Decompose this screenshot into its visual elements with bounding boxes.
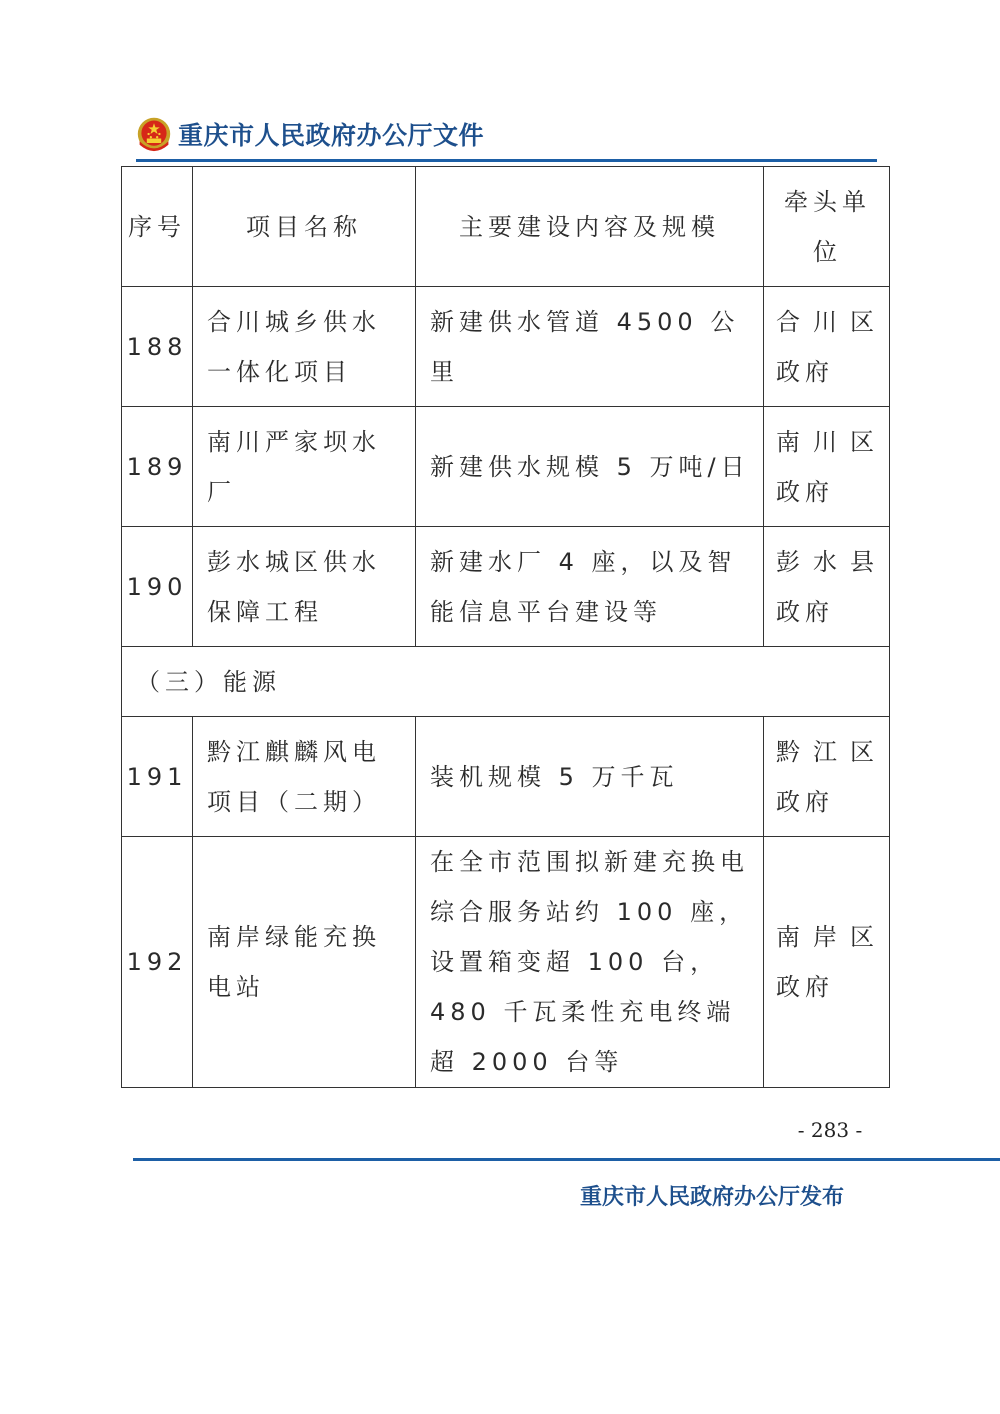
table-header-row bbox=[122, 167, 890, 287]
section-title: （三）能源 bbox=[122, 647, 890, 717]
row-content: 新建供水管道 4500 公里 bbox=[416, 287, 764, 407]
page-number: - 283 - bbox=[797, 1118, 863, 1142]
row-content: 新建供水规模 5 万吨/日 bbox=[416, 407, 764, 527]
row-name: 黔江麒麟风电项目（二期） bbox=[193, 717, 416, 837]
row-unit: 合川区政府 bbox=[764, 287, 890, 407]
row-unit: 南川区政府 bbox=[764, 407, 890, 527]
row-name: 彭水城区供水保障工程 bbox=[193, 527, 416, 647]
row-name: 南川严家坝水厂 bbox=[193, 407, 416, 527]
table-row bbox=[122, 287, 890, 407]
header-content: 主要建设内容及规模 bbox=[416, 167, 764, 287]
header-no: 序号 bbox=[122, 167, 193, 287]
header-divider bbox=[136, 159, 877, 162]
header-unit: 牵头单位 bbox=[764, 167, 890, 287]
row-content: 装机规模 5 万千瓦 bbox=[416, 717, 764, 837]
row-no: 188 bbox=[122, 287, 193, 407]
national-emblem-icon bbox=[136, 116, 172, 152]
table-row bbox=[122, 527, 890, 647]
footer-divider bbox=[133, 1158, 1000, 1161]
header-title: 重庆市人民政府办公厅文件 bbox=[178, 121, 485, 150]
table-row bbox=[122, 837, 890, 1088]
document-header bbox=[136, 112, 484, 156]
row-no: 189 bbox=[122, 407, 193, 527]
row-no: 190 bbox=[122, 527, 193, 647]
row-no: 191 bbox=[122, 717, 193, 837]
row-name: 合川城乡供水一体化项目 bbox=[193, 287, 416, 407]
section-row bbox=[122, 647, 890, 717]
row-no: 192 bbox=[122, 837, 193, 1088]
row-content: 在全市范围拟新建充换电综合服务站约 100 座，设置箱变超 100 台，480 千瓦柔性充电终端超 2000 台等 bbox=[416, 837, 764, 1088]
project-table bbox=[121, 166, 890, 1088]
row-content: 新建水厂 4 座，以及智能信息平台建设等 bbox=[416, 527, 764, 647]
row-unit: 南岸区政府 bbox=[764, 837, 890, 1088]
row-unit: 黔江区政府 bbox=[764, 717, 890, 837]
table-row bbox=[122, 407, 890, 527]
footer-publisher: 重庆市人民政府办公厅发布 bbox=[580, 1184, 845, 1210]
header-name: 项目名称 bbox=[193, 167, 416, 287]
table-row bbox=[122, 717, 890, 837]
row-name: 南岸绿能充换电站 bbox=[193, 837, 416, 1088]
row-unit: 彭水县政府 bbox=[764, 527, 890, 647]
